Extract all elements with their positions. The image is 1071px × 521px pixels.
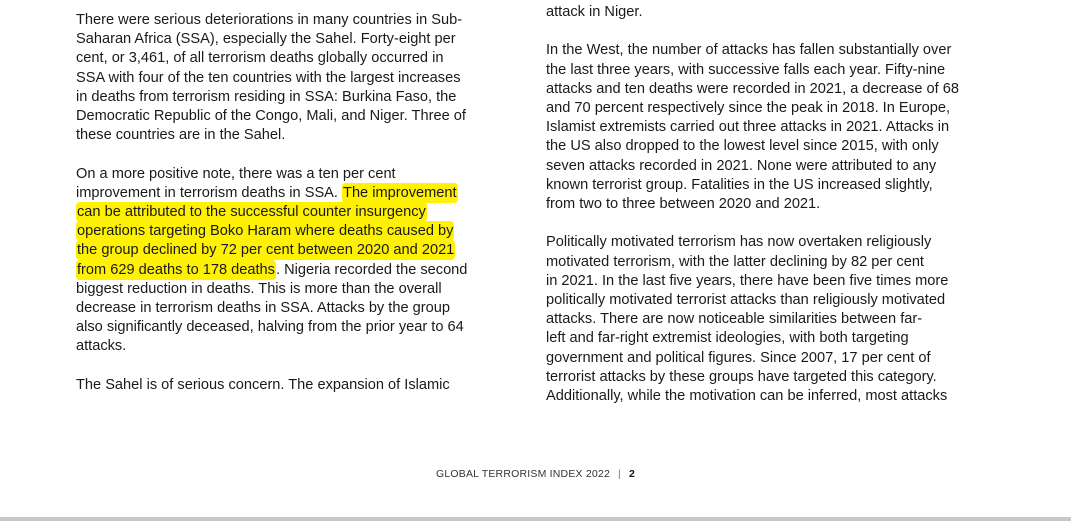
text-line: Additionally, while the motivation can be inferred, most attacks — [546, 388, 948, 405]
text-line: The Sahel is of serious concern. The expansion of Islamic — [76, 376, 450, 393]
text-line: Islamist extremists carried out three attacks in 2021. Attacks in — [546, 119, 950, 136]
highlighted-text: the group declined by 72 per cent between 2020 and 2021 — [77, 242, 455, 259]
text-line: attacks and ten deaths were recorded in 2021, a decrease of 68 — [546, 80, 959, 97]
text-line: and 70 percent respectively since the peak in 2018. In Europe, — [546, 100, 951, 116]
text-line: politically motivated terrorist attacks than religiously motivated — [546, 292, 946, 309]
text-line: from two to three between 2020 and 2021. — [546, 196, 821, 213]
right-paragraph-political-terrorism — [546, 233, 996, 406]
text-line: Politically motivated terrorism has now overtaken religiously — [546, 234, 932, 251]
text-line — [76, 222, 506, 241]
text-line: cent, or 3,461, of all terrorism deaths globally occurred in — [76, 50, 444, 67]
text-line: On a more positive note, there was a ten per cent — [76, 165, 396, 182]
text-line: seven attacks recorded in 2021. None were attributed to any — [546, 157, 937, 174]
plain-text: . Nigeria recorded the second — [275, 261, 468, 278]
page-bottom-divider — [0, 517, 1071, 521]
highlighted-text: The improvement — [343, 184, 457, 201]
text-line: in deaths from terrorism residing in SSA: Burkina Faso, the — [76, 88, 457, 105]
text-line: attack in Niger. — [546, 4, 643, 20]
text-line: the last three years, with successive falls each year. Fifty-nine — [546, 61, 946, 78]
text-line: Democratic Republic of the Congo, Mali, and Niger. Three of — [76, 108, 466, 125]
left-paragraph-sahel — [76, 376, 506, 395]
text-line: terrorist attacks by these groups have targeted this category. — [546, 368, 937, 385]
highlighted-text: can be attributed to the successful counter insurgency — [77, 204, 426, 221]
text-line: biggest reduction in deaths. This is more than the overall — [76, 280, 442, 297]
page-number: 2 — [628, 468, 636, 480]
text-line: motivated terrorism, with the latter declining by 82 per cent — [546, 253, 924, 270]
text-line — [76, 241, 506, 260]
text-line — [76, 203, 506, 222]
text-line: attacks. — [76, 338, 127, 355]
right-paragraph-west — [546, 41, 996, 214]
footer-separator: | — [618, 468, 621, 480]
text-line: SSA with four of the ten countries with the largest increases — [76, 69, 461, 86]
text-line: In the West, the number of attacks has fallen substantially over — [546, 42, 952, 59]
left-paragraph-positive-note — [76, 165, 506, 357]
footer-title: GLOBAL TERRORISM INDEX 2022 — [435, 468, 611, 480]
highlighted-text: operations targeting Boko Haram where deaths caused by — [77, 223, 454, 240]
text-line: government and political figures. Since 2007, 17 per cent of — [546, 349, 931, 366]
text-line — [76, 184, 506, 203]
left-paragraph-ssa-deteriorations — [76, 11, 506, 145]
highlighted-text: from 629 deaths to 178 deaths — [77, 261, 275, 278]
text-line — [76, 261, 506, 280]
plain-text: improvement in terrorism deaths in SSA. — [76, 184, 343, 201]
text-line: Saharan Africa (SSA), especially the Sahel. Forty-eight per — [76, 31, 456, 48]
text-line: the US also dropped to the lowest level since 2015, with only — [546, 138, 939, 155]
text-line: known terrorist group. Fatalities in the US increased slightly, — [546, 176, 933, 193]
text-line: these countries are in the Sahel. — [76, 127, 286, 144]
text-line: There were serious deteriorations in many countries in Sub- — [76, 12, 463, 28]
text-line: also significantly deceased, halving from the prior year to 64 — [76, 319, 464, 336]
text-line: attacks. There are now noticeable similarities between far- — [546, 311, 923, 328]
text-line: left and far-right extremist ideologies, with both targeting — [546, 330, 909, 347]
right-column — [546, 3, 996, 425]
left-column — [76, 11, 506, 414]
text-line: decrease in terrorism deaths in SSA. Attacks by the group — [76, 300, 450, 317]
page-footer — [0, 468, 1071, 480]
right-paragraph-continuation — [546, 3, 996, 22]
text-line: in 2021. In the last five years, there have been five times more — [546, 272, 949, 289]
